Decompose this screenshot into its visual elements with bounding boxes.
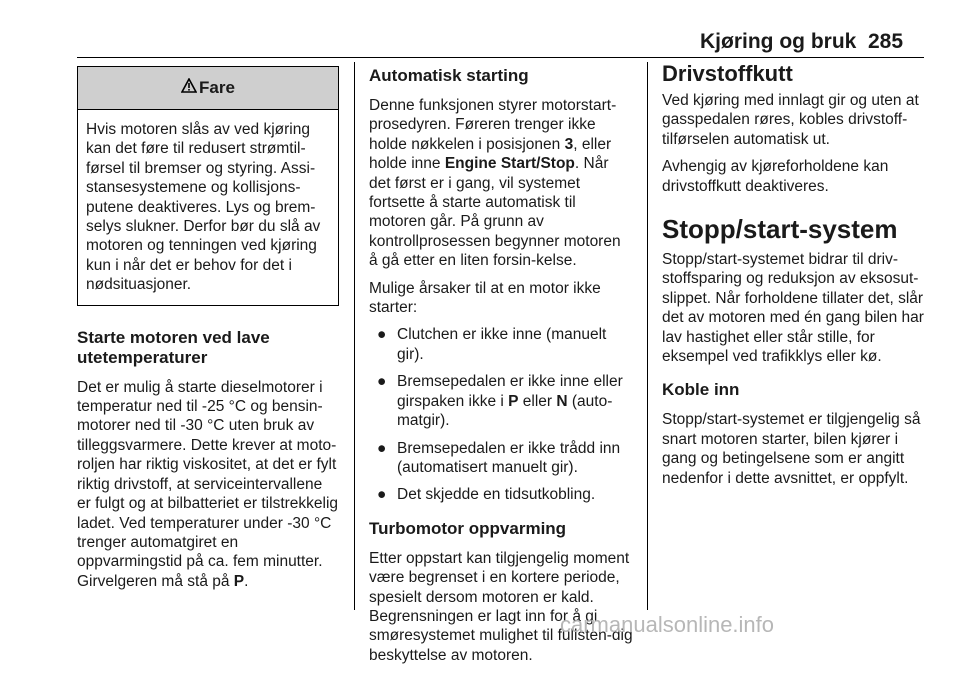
- warning-header: [78, 67, 338, 110]
- column-divider-1: [354, 62, 355, 610]
- warning-triangle-icon: [181, 78, 197, 98]
- cold-start-text: Det er mulig å starte dieselmotorer i temperatur ned til -25 °C og bensin-motorer ned til -30 °C uten bruk av tilleggsvarmere. Dette krever at moto-roljen har riktig viskositet, at det er fylt riktig drivstoff, at serviceintervallene er fulgt og at bilbatteriet er tilstrekkelig ladet. Ved temperaturer under -30 °C trenger automatgiret en oppvarmingstid på ca. fem minutter. Girvelgeren må stå på P.: [77, 378, 339, 590]
- column-1: [77, 62, 339, 599]
- reasons-list: [369, 325, 633, 504]
- section-title: Kjøring og bruk: [700, 30, 857, 53]
- automatic-start-text: Denne funksjonen styrer motorstart-prosedyren. Føreren trenger ikke holde nøkkelen i posisjonen 3, eller holde inne Engine Start/Stop. Når det først er i gang, vil systemet fortsette å starte automatisk til motoren går. På grunn av kontrollprosessen begynner motoren å gå etter en liten forsin-kelse.: [369, 97, 621, 270]
- list-item: ● Det skjedde en tidsutkobling.: [377, 486, 596, 504]
- fuel-cutoff-note: Avhengig av kjøreforholdene kan drivstoffkutt deaktiveres.: [662, 158, 889, 195]
- column-3: [662, 62, 926, 496]
- list-item: ● Bremsepedalen er ikke trådd inn (automatisert manuelt gir).: [377, 439, 621, 476]
- watermark: carmanualsonline.info: [560, 612, 775, 637]
- stop-start-text: Stopp/start-systemet bidrar til driv-stoffsparing og reduksjon av eksosut-slippet. Når forholdene tillater det, slår det av motoren med én gang bilen har lav hastighet eller står stille, for eksempel ved trafikklys eller kø.: [662, 251, 924, 366]
- danger-warning-box: [77, 66, 339, 306]
- list-item: ● Clutchen er ikke inne (manuelt gir).: [377, 326, 607, 363]
- fuel-cutoff-text: Ved kjøring med innlagt gir og uten at gasspedalen røres, kobles drivstoff-tilførselen automatisk ut.: [662, 92, 919, 148]
- turbo-text: Etter oppstart kan tilgjengelig moment være begrenset i en kortere periode, spesielt dersom motoren er kald. Begrensningen er lagt inn for å gi smøresystemet mulighet til fullsten-dig beskyttelse av motoren.: [369, 549, 633, 664]
- turbo-heading: Turbomotor oppvarming: [369, 518, 567, 538]
- fuel-cutoff-heading: Drivstoffkutt: [662, 61, 793, 86]
- column-divider-2: [647, 62, 648, 610]
- stop-start-heading: Stopp/start-system: [662, 214, 898, 245]
- list-item: ● Bremsepedalen er ikke inne eller girspaken ikke i P eller N (auto-matgir).: [377, 373, 623, 430]
- cold-start-heading: Starte motoren ved lave utetemperaturer: [77, 327, 270, 367]
- header-divider: [77, 57, 924, 58]
- page-number: 285: [868, 30, 904, 53]
- activate-text: Stopp/start-systemet er tilgjengelig så snart motoren starter, bilen kjører i gang og betingelsene som er angitt nedenfor i dette avsnittet, er oppfylt.: [662, 411, 921, 487]
- column-2: [369, 62, 633, 673]
- warning-title: Fare: [199, 78, 235, 98]
- automatic-start-heading: Automatisk starting: [369, 66, 529, 85]
- activate-heading: Koble inn: [662, 380, 740, 400]
- warning-text: Hvis motoren slås av ved kjøring kan det føre til redusert strømtil-førsel til bremser og styring. Assi-stansesystemene og kollisjons-putene deaktiveres. Lys og brem-selys slukner. Derfor bør du slå av motoren og tenningen ved kjøring kun i når det er behov for det i nødsituasjoner.: [86, 121, 321, 294]
- reasons-intro: Mulige årsaker til at en motor ikke starter:: [369, 279, 601, 317]
